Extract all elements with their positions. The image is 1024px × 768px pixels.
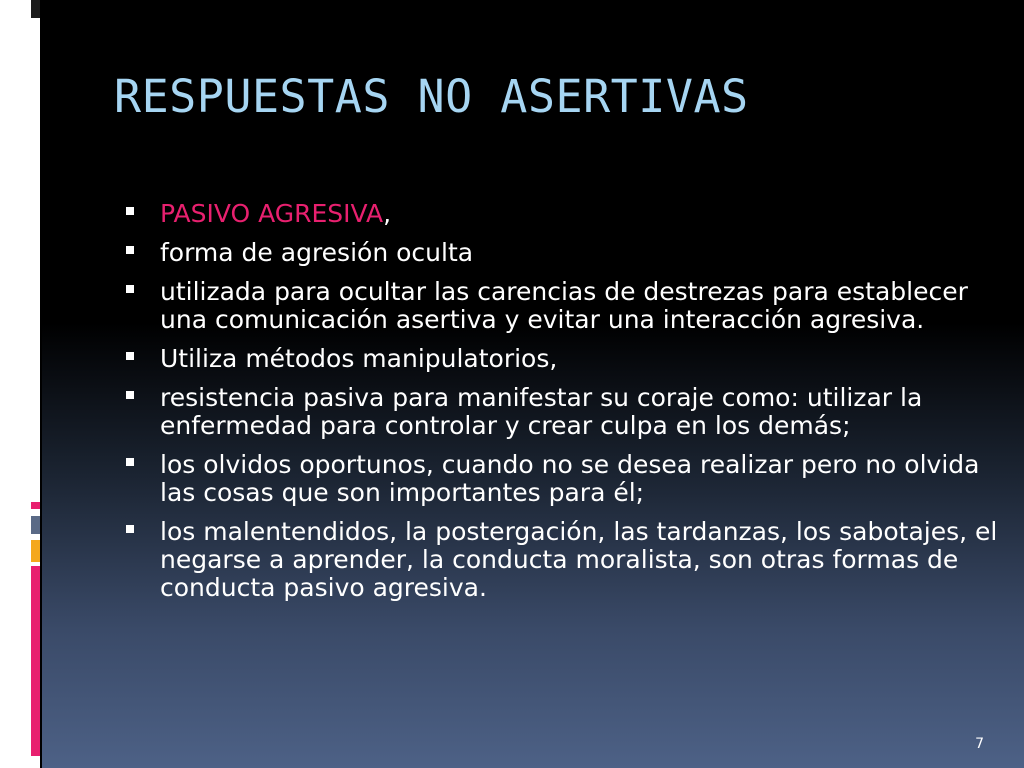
bullet-text: ,: [383, 199, 392, 228]
bullet-text: forma de agresión oculta: [160, 238, 474, 267]
decoration-bars: [0, 0, 40, 768]
bullet-text: los malentendidos, la postergación, las tardanzas, los sabotajes, el negarse a aprender, la conducta moralista, son otras formas de conducta pasivo agresiva.: [160, 517, 998, 602]
bullet-item: [120, 451, 1000, 507]
decoration-bar-top: [31, 0, 40, 18]
square-bullet-icon: [126, 525, 134, 533]
bullet-item: [120, 200, 1000, 228]
bullet-text: los olvidos oportunos, cuando no se desea realizar pero no olvida las cosas que son importantes para él;: [160, 450, 980, 507]
bullet-item: [120, 518, 1000, 602]
slide: [42, 0, 1024, 768]
slide-title: RESPUESTAS NO ASERTIVAS: [114, 70, 749, 123]
left-decoration-strip: [0, 0, 40, 768]
square-bullet-icon: [126, 391, 134, 399]
square-bullet-icon: [126, 458, 134, 466]
bullet-list: [120, 200, 1000, 613]
bullet-item: [120, 278, 1000, 334]
bullet-text: resistencia pasiva para manifestar su coraje como: utilizar la enfermedad para controlar y crear culpa en los demás;: [160, 383, 923, 440]
decoration-bar-pink-long: [31, 566, 40, 756]
square-bullet-icon: [126, 246, 134, 254]
square-bullet-icon: [126, 207, 134, 215]
decoration-bar-pink-small: [31, 502, 40, 509]
bullet-item: [120, 239, 1000, 267]
highlight-text: PASIVO AGRESIVA: [160, 199, 384, 228]
bullet-text: Utiliza métodos manipulatorios,: [160, 344, 558, 373]
decoration-bar-gray: [31, 20, 40, 140]
square-bullet-icon: [126, 285, 134, 293]
bullet-text: utilizada para ocultar las carencias de destrezas para establecer una comunicación asertiva y evitar una interacción agresiva.: [160, 277, 968, 334]
bullet-item: [120, 345, 1000, 373]
bullet-item: [120, 384, 1000, 440]
square-bullet-icon: [126, 352, 134, 360]
decoration-bar-orange: [31, 540, 40, 562]
decoration-bar-slate: [31, 516, 40, 534]
page-number: 7: [975, 736, 984, 752]
